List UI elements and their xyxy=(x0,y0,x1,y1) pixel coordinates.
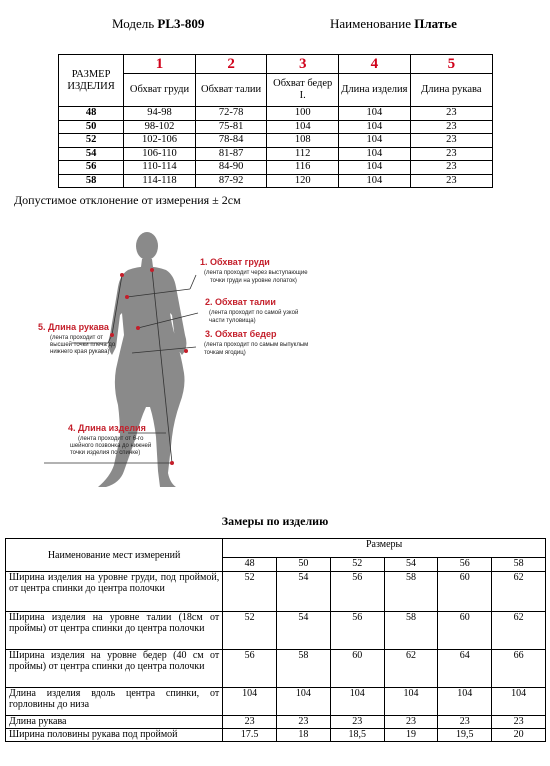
measurement-value: 104 xyxy=(223,688,277,716)
size-value-cell: 23 xyxy=(410,107,492,121)
size-cell: 50 xyxy=(59,120,124,134)
place-header: Наименование мест измерений xyxy=(6,539,223,572)
annotation-1-line: точки груди на уровне лопаток) xyxy=(210,278,297,284)
size-column-header: 48 xyxy=(223,558,277,572)
measurement-row xyxy=(6,650,546,688)
measurement-value: 66 xyxy=(492,650,546,688)
measurement-value: 62 xyxy=(492,612,546,650)
size-value-cell: 78-84 xyxy=(195,134,267,148)
measurement-value: 62 xyxy=(492,572,546,612)
annotation-3-line: (лента проходит по самым выпуклым xyxy=(204,342,309,348)
size-value-cell: 104 xyxy=(339,174,411,188)
measurement-value: 104 xyxy=(492,688,546,716)
size-column-header: 58 xyxy=(492,558,546,572)
size-row xyxy=(59,134,493,148)
col-label: Длина изделия xyxy=(339,74,411,107)
col-num: 1 xyxy=(124,55,196,74)
measurement-value: 23 xyxy=(438,716,492,729)
measurement-value: 104 xyxy=(330,688,384,716)
col-num: 2 xyxy=(195,55,267,74)
measurement-value: 104 xyxy=(277,688,331,716)
size-value-cell: 23 xyxy=(410,134,492,148)
model-label: Модель xyxy=(112,16,155,31)
measurement-value: 23 xyxy=(384,716,438,729)
annotation-2-line: части туловища) xyxy=(209,318,256,324)
annotation-5-line: высшей точки плеча до xyxy=(50,342,116,348)
measurement-value: 60 xyxy=(330,650,384,688)
size-value-cell: 104 xyxy=(339,107,411,121)
annotation-1-line: (лента проходит через выступающие xyxy=(204,270,308,276)
size-column-header: 52 xyxy=(330,558,384,572)
name-value: Платье xyxy=(414,16,457,31)
col-label: Обхват талии xyxy=(195,74,267,107)
size-cell: 56 xyxy=(59,161,124,175)
size-value-cell: 100 xyxy=(267,107,339,121)
annotation-4-title: 4. Длина изделия xyxy=(68,423,146,433)
col-num: 3 xyxy=(267,55,339,74)
measurement-value: 23 xyxy=(492,716,546,729)
size-value-cell: 104 xyxy=(339,147,411,161)
model-line xyxy=(112,16,204,32)
size-cell: 58 xyxy=(59,174,124,188)
measurement-value: 52 xyxy=(223,572,277,612)
measurements-table xyxy=(5,538,546,742)
measurement-row xyxy=(6,612,546,650)
measurement-value: 52 xyxy=(223,612,277,650)
size-value-cell: 120 xyxy=(267,174,339,188)
size-column-header: 50 xyxy=(277,558,331,572)
tolerance-note: Допустимое отклонение от измерения ± 2см xyxy=(14,193,241,207)
measurement-value: 54 xyxy=(277,612,331,650)
measurement-value: 23 xyxy=(330,716,384,729)
annotation-1-title: 1. Обхват груди xyxy=(200,257,270,267)
measurements-title: Замеры по изделию xyxy=(221,514,329,528)
measurement-label: Ширина изделия на уровне груди, под проймой, от центра спинки до центра полочки xyxy=(6,572,223,612)
annotation-5-line: (лента проходит от xyxy=(50,335,104,341)
size-value-cell: 110-114 xyxy=(124,161,196,175)
measurement-value: 104 xyxy=(438,688,492,716)
size-value-cell: 75-81 xyxy=(195,120,267,134)
size-column-header: 56 xyxy=(438,558,492,572)
measurement-value: 56 xyxy=(330,612,384,650)
size-value-cell: 94-98 xyxy=(124,107,196,121)
measurement-rows xyxy=(6,572,546,742)
measurement-value: 23 xyxy=(277,716,331,729)
size-value-cell: 84-90 xyxy=(195,161,267,175)
measurement-value: 19,5 xyxy=(438,729,492,742)
measurement-value: 58 xyxy=(384,572,438,612)
size-value-cell: 102-106 xyxy=(124,134,196,148)
col-label: Обхват бедер I. xyxy=(267,74,339,107)
annotation-3-line: точкам ягодиц) xyxy=(204,350,246,356)
size-rows xyxy=(59,107,493,188)
col-num: 4 xyxy=(339,55,411,74)
product-name-line xyxy=(330,16,457,32)
measurement-value: 19 xyxy=(384,729,438,742)
measurement-value: 60 xyxy=(438,612,492,650)
size-row xyxy=(59,161,493,175)
size-value-cell: 81-87 xyxy=(195,147,267,161)
measurement-row xyxy=(6,572,546,612)
size-table xyxy=(58,54,493,188)
name-label: Наименование xyxy=(330,16,411,31)
size-value-cell: 98-102 xyxy=(124,120,196,134)
measurement-value: 18,5 xyxy=(330,729,384,742)
col-label: Длина рукава xyxy=(410,74,492,107)
size-value-cell: 108 xyxy=(267,134,339,148)
measurement-row xyxy=(6,716,546,729)
annotation-4-line: точки изделия по спинке) xyxy=(70,450,141,456)
size-value-cell: 106-110 xyxy=(124,147,196,161)
annotation-3-title: 3. Обхват бедер xyxy=(205,329,277,339)
measurement-value: 20 xyxy=(492,729,546,742)
measurement-value: 54 xyxy=(277,572,331,612)
body-measurement-figure xyxy=(0,215,550,495)
measurement-value: 64 xyxy=(438,650,492,688)
col-label: Обхват груди xyxy=(124,74,196,107)
size-value-cell: 72-78 xyxy=(195,107,267,121)
size-value-cell: 104 xyxy=(339,120,411,134)
measurement-value: 60 xyxy=(438,572,492,612)
sizes-header: Размеры xyxy=(223,539,546,558)
measurement-value: 104 xyxy=(384,688,438,716)
size-column-header: 54 xyxy=(384,558,438,572)
measurement-value: 18 xyxy=(277,729,331,742)
annotation-5-line: нижнего края рукава) xyxy=(50,349,110,355)
measurement-value: 23 xyxy=(223,716,277,729)
size-row xyxy=(59,107,493,121)
size-value-cell: 104 xyxy=(339,134,411,148)
measurement-row xyxy=(6,729,546,742)
size-value-cell: 23 xyxy=(410,174,492,188)
size-value-cell: 104 xyxy=(267,120,339,134)
measurement-value: 56 xyxy=(330,572,384,612)
size-value-cell: 23 xyxy=(410,161,492,175)
measurement-value: 56 xyxy=(223,650,277,688)
annotation-4-line: (лента проходит от 6-го xyxy=(78,436,144,442)
size-value-cell: 23 xyxy=(410,147,492,161)
annotation-4-line: шейного позвонка до нижней xyxy=(70,443,152,449)
col-num: 5 xyxy=(410,55,492,74)
size-value-cell: 104 xyxy=(339,161,411,175)
measurement-value: 62 xyxy=(384,650,438,688)
size-value-cell: 87-92 xyxy=(195,174,267,188)
size-value-cell: 23 xyxy=(410,120,492,134)
size-row xyxy=(59,174,493,188)
size-cell: 54 xyxy=(59,147,124,161)
size-row xyxy=(59,120,493,134)
model-code: PL3-809 xyxy=(157,16,205,31)
annotation-2-line: (лента проходит по самой узкой xyxy=(209,310,299,316)
measurement-label: Длина рукава xyxy=(6,716,223,729)
measurement-label: Длина изделия вдоль центра спинки, от горловины до низа xyxy=(6,688,223,716)
measurement-row xyxy=(6,688,546,716)
size-cell: 52 xyxy=(59,134,124,148)
measurement-value: 17.5 xyxy=(223,729,277,742)
size-row xyxy=(59,147,493,161)
measurement-value: 58 xyxy=(384,612,438,650)
measurement-label: Ширина половины рукава под проймой xyxy=(6,729,223,742)
size-value-cell: 116 xyxy=(267,161,339,175)
size-value-cell: 112 xyxy=(267,147,339,161)
size-header: РАЗМЕР ИЗДЕЛИЯ xyxy=(59,55,124,107)
measurement-value: 58 xyxy=(277,650,331,688)
measurement-label: Ширина изделия на уровне талии (18см от проймы) от центра спинки до центра полочки xyxy=(6,612,223,650)
measurement-label: Ширина изделия на уровне бедер (40 см от проймы) от центра спинки до центра полочки xyxy=(6,650,223,688)
size-value-cell: 114-118 xyxy=(124,174,196,188)
annotation-5-title: 5. Длина рукава xyxy=(38,322,109,332)
annotation-2-title: 2. Обхват талии xyxy=(205,297,276,307)
size-cell: 48 xyxy=(59,107,124,121)
